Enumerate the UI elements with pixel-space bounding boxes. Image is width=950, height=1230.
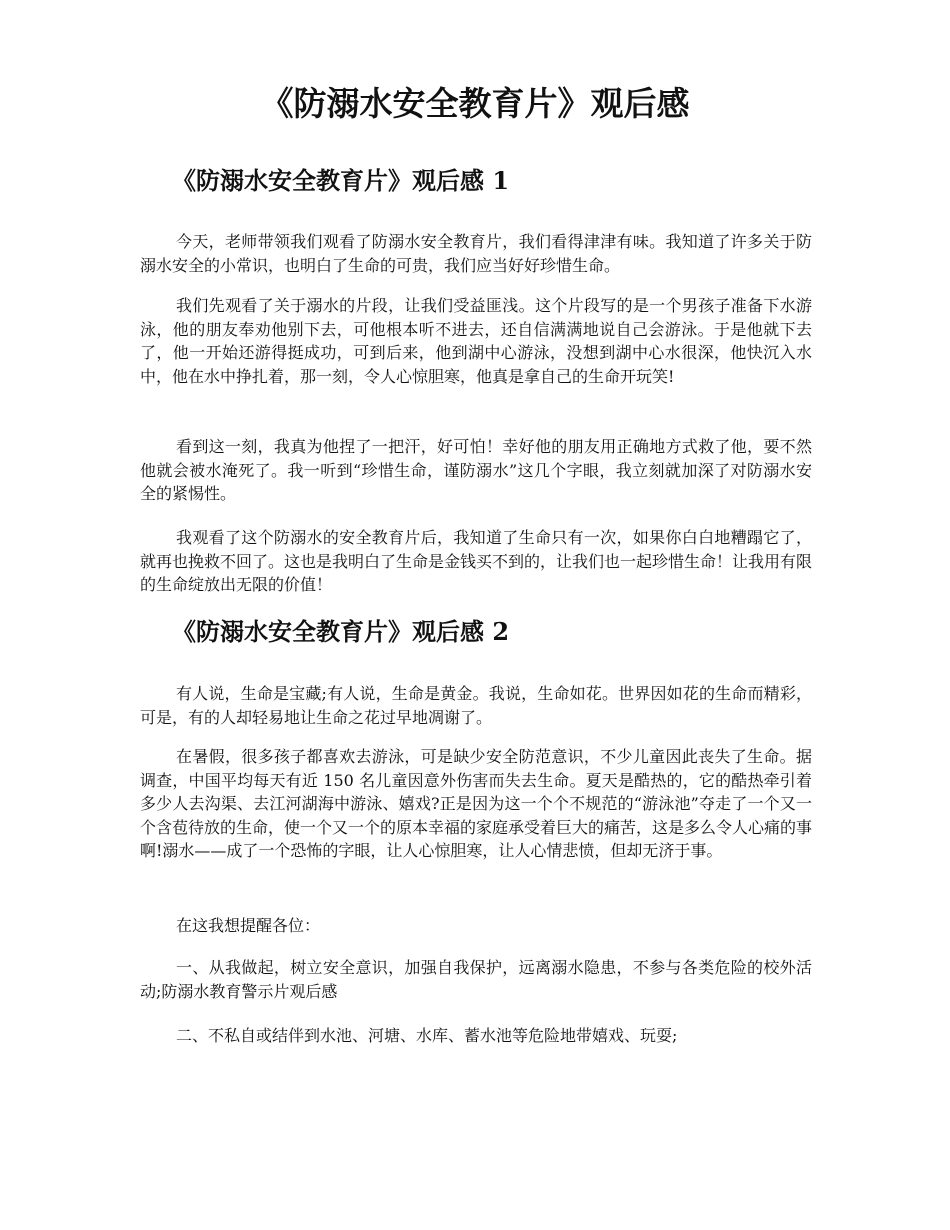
- section-2-paragraph-3: 在这我想提醒各位：: [176, 916, 321, 935]
- section-1-heading: 《防溺水安全教育片》观后感 1: [172, 166, 510, 195]
- section-2-paragraph-1: 有人说，生命是宝藏;有人说，生命是黄金。我说，生命如花。世界因如花的生命而精彩，可是，有的人却轻易地让生命之花过早地凋谢了。: [140, 684, 812, 727]
- section-2-heading: 《防溺水安全教育片》观后感 2: [172, 617, 510, 646]
- section-2-paragraph-4: 一、从我做起，树立安全意识，加强自我保护，远离溺水隐患，不参与各类危险的校外活动;防溺水教育警示片观后感: [140, 958, 812, 1001]
- section-1-paragraph-2: 我们先观看了关于溺水的片段，让我们受益匪浅。这个片段写的是一个男孩子准备下水游泳，他的朋友奉劝他别下去，可他根本听不进去，还自信满满地说自己会游泳。于是他就下去了，他一开始还游得挺成功，可到后来，他到湖中心游泳，没想到湖中心水很深，他快沉入水中，他在水中挣扎着，那一刻，令人心惊胆寒，他真是拿自己的生命开玩笑!: [140, 296, 812, 386]
- section-2-paragraph-2: 在暑假，很多孩子都喜欢去游泳，可是缺少安全防范意识，不少儿童因此丧失了生命。据调查，中国平均每天有近 150 名儿童因意外伤害而失去生命。夏天是酷热的，它的酷热牵引着多少人去沟渠、去江河湖海中游泳、嬉戏?正是因为这一个个不规范的“游泳池”夺走了一个又一个含苞待放的生命，使一个又一个的原本幸福的家庭承受着巨大的痛苦，这是多么令人心痛的事啊!溺水——成了一个恐怖的字眼，让人心惊胆寒，让人心情悲愤，但却无济于事。: [140, 747, 813, 860]
- section-2-paragraph-5: 二、不私自或结伴到水池、河塘、水库、蓄水池等危险地带嬉戏、玩耍;: [176, 1026, 678, 1045]
- section-1-paragraph-3: 看到这一刻，我真为他捏了一把汗，好可怕！幸好他的朋友用正确地方式救了他，要不然他就会被水淹死了。我一听到“珍惜生命，谨防溺水”这几个字眼，我立刻就加深了对防溺水安全的紧惕性。: [140, 437, 812, 503]
- document-title: 《防溺水安全教育片》观后感: [260, 84, 690, 123]
- section-1-paragraph-1: 今天，老师带领我们观看了防溺水安全教育片，我们看得津津有味。我知道了许多关于防溺水安全的小常识，也明白了生命的可贵，我们应当好好珍惜生命。: [140, 232, 812, 275]
- section-1-paragraph-4: 我观看了这个防溺水的安全教育片后，我知道了生命只有一次，如果你白白地糟蹋它了，就再也挽救不回了。这也是我明白了生命是金钱买不到的，让我们也一起珍惜生命！让我用有限的生命绽放出无限的价值！: [140, 528, 813, 594]
